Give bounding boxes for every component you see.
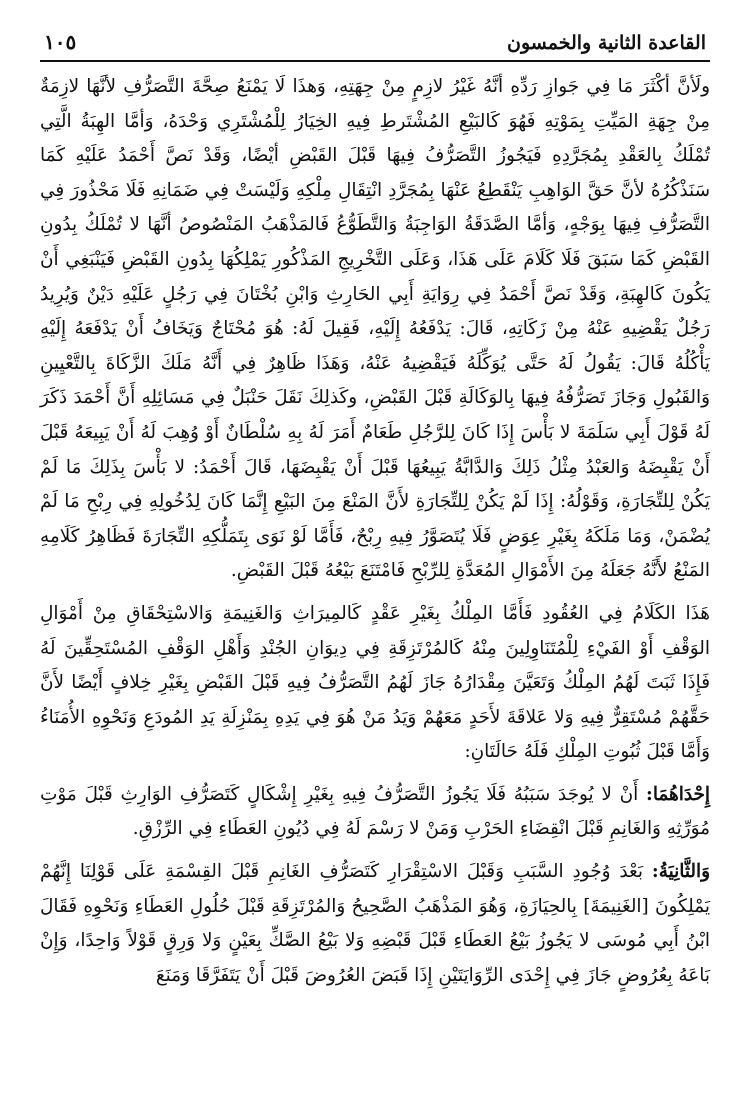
page-header [40, 30, 710, 62]
paragraph-lead: إِحْدَاهُمَا: [646, 783, 710, 805]
page-number: ١٠٥ [44, 30, 77, 54]
paragraph-lead: وَالثَّانِيَةُ: [651, 861, 710, 883]
paragraph-text: بَعْدَ وُجُودِ السَّبَبِ وَقَبْلَ الاسْتِقْرَارِ كَتَصَرُّفِ الغَانِمِ قَبْلَ القِسْمَةِ عَلَى قَوْلِنَا إِنَّهُمْ يَمْلِكُونَ [الغَنِيمَةَ] بِالحِيَازَةِ، وَهُوَ المَذْهَبُ الصَّحِيحُ وَالمُرْتَزِقَةِ قَبْلَ حُلُولِ العَطَاءِ وَنَحْوِهِ فَقَالَ ابْنُ أَبِي مُوسَى لا يَجُوزُ بَيْعُ العَطَاءِ قَبْلَ قَبْضِهِ وَلا بَيْعُ الصَّكِّ بِعَيْنٍ وَلا وَرِقٍ قَوْلاً وَاحِدًا، وَإِنْ بَاعَهُ بِعُرُوضٍ جَازَ فِي إِحْدَى الرِّوَايَتَيْنِ إِذَا قَبَضَ العُرُوضَ قَبْلَ أَنْ يَتَفَرَّقَا وَمَنَعَ [40, 861, 710, 986]
paragraph-text: أَنْ لا يُوجَدَ سَبَبُهُ فَلَا يَجُوزُ التَّصَرُّفُ فِيهِ بِغَيْرِ إِشْكَالٍ كَتَصَرُّفِ الوَارِثِ قَبْلَ مَوْتِ مُوَرِّثِهِ وَالغَانِمِ قَبْلَ انْقِضَاءِ الحَرْبِ وَمَنْ لا رَسْمَ لَهُ فِي دُيُونِ العَطَاءِ فِي الرِّزْقِ. [40, 783, 710, 840]
chapter-title: القاعدة الثانية والخمسون [507, 32, 706, 54]
document-page [40, 30, 710, 1097]
paragraph-text: ولَأنَّ أكْثَرَ مَا فِي جَوازِ رَدِّهِ أنَّهُ غَيْرُ لازِمٍ مِنْ جِهَتِهِ، وَهذَا لَا يَمْنَعُ صِحَّةَ التَّصَرُّفِ لأنَّهَا لازِمَةٌ مِنْ جِهَةِ المَيِّتِ بِمَوْتِهِ فَهُوَ كَالبَيْعِ المُشْتَرطِ فِيهِ الخِيَارُ لِلْمُشْتَرِي وَحْدَهُ، وَأمَّا الهِبَةُ الَّتِي تُمْلَكُ بِالعَقْدِ بِمُجَرَّدِهِ فَيَجُوزُ التَّصَرُّفُ فِيهَا قَبْلَ القَبْضِ أيْضًا، وَقَدْ نَصَّ أَحْمَدُ عَلَيْهِ كَمَا سَنَذْكُرُهُ لأنَّ حَقَّ الوَاهِبِ يَنْقَطِعُ عَنْهَا بِمُجَرَّدِ انْتِقَالِ مِلْكِهِ وَلَيْسَتْ فِي ضَمَانِهِ فَلَا مَحْذُورَ فِي التَّصَرُّفِ فِيهَا بِوَجْهٍ، وَأمَّا الصَّدَقَةُ الوَاجِبَةُ وَالتَّطَوُّعُ فَالمَذْهَبُ المَنْصُوصُ أنَّهَا لا تُمْلَكُ بِدُونِ القَبْضِ كَمَا سَبَقَ فَلَا كَلَامَ عَلَى هَذَا، وَعَلَى التَّخْرِيجِ المَذْكُورِ يَمْلِكُهَا بِدُونِ القَبْضِ فَيَنْبَغِي أَنْ يَكُونَ كَالهِبَةِ، وَقَدْ نَصَّ أَحْمَدُ فِي رِوَايَةِ أَبِي الحَارِثِ وَابْنِ بُخْتَانَ فِي رَجُلٍ عَلَيْهِ دَيْنٌ وَيُرِيدُ رَجُلٌ يَقْضِيهِ عَنْهُ مِنْ زَكَاتِهِ، قَالَ: يَدْفَعُهُ إِلَيْهِ، فَقِيلَ لَهُ: هُوَ مُحْتَاجٌ وَيَخَافُ أَنْ يَدْفَعَهُ إِلَيْهِ يَأْكُلُهُ قَالَ: يَقُولُ لَهُ حَتَّى يُوَكِّلَهُ فَيَقْضِيهُ عَنْهُ، وَهَذَا ظَاهِرٌ فِي أَنَّهُ مَلَكَ الزَّكَاةَ بِالتَّعْيِينِ وَالقَبُولِ وَجَازَ تَصَرُّفُهُ فِيهَا بِالوَكَالَةِ قَبْلَ القَبْضِ، وكَذلِكَ نَقَلَ حَنْبَلٌ فِي مَسَائِلِهِ أَنَّ أَحْمَدَ ذَكَرَ لَهُ قَوْلَ أَبِي سَلَمَةَ لا بَأْسَ إِذَا كَانَ لِلرَّجُلِ طَعَامٌ أَمَرَ لَهُ بِهِ سُلْطَانٌ أَوْ وُهِبَ لَهُ أَنْ يَبِيعَهُ قَبْلَ أَنْ يَقْبِضَهُ وَالعَبْدُ مِثْلُ ذَلِكَ وَالدَّابَّةُ يَبِيعُهَا قَبْلَ أَنْ يَقْبِضَهَا، قَالَ أَحْمَدُ: لا بَأْسَ بِذَلِكَ مَا لَمْ يَكُنْ لِلتِّجَارَةِ، وَقَوْلُهُ: إِذَا لَمْ يَكُنْ لِلتِّجَارَةِ لأَنَّ المَنْعَ مِنَ البَيْعِ إِنَّمَا كَانَ لِدُخُولِهِ فِي رِبْحِ مَا لَمْ يُضْمَنْ، وَمَا مَلَكَهُ بِغَيْرِ عِوَضٍ فَلَا يُتَصَوَّرُ فِيهِ رِبْحٌ، فَأَمَّا لَوْ نَوَى بِتَمَلُّكِهِ التِّجَارَةَ فَظَاهِرُ كَلَامِهِ المَنْعُ لأَنَّهُ جَعَلَهُ مِنَ الأَمْوَالِ المُعَدَّةِ لِلرِّبْحِ فَامْتَنَعَ بَيْعُهُ قَبْلَ القَبْضِ. [40, 76, 710, 582]
paragraph-4 [40, 855, 710, 993]
paragraph-2 [40, 597, 710, 770]
paragraph-text: هَذَا الكَلَامُ فِي العُقُودِ فَأَمَّا المِلْكُ بِغَيْرِ عَقْدٍ كَالمِيرَاثِ وَالغَنِيمَةِ وَالاسْتِحْقَاقِ مِنْ أَمْوَالِ الوَقْفِ أَوْ الفَيْءِ لِلْمُتَنَاوِلِينَ مِنْهُ كَالمُرْتَزِقَةِ فِي دِيوَانِ الجُنْدِ وَأَهْلِ الوَقْفِ المُسْتَحِقِّينَ لَهُ فَإِذَا ثَبَتَ لَهُمُ المِلْكُ وَتَعَيَّنَ مِقْدَارُهُ جَازَ لَهُمُ التَّصَرُّفُ فِيهِ قَبْلَ القَبْضِ بِغَيْرِ خِلافٍ أَيْضًا لأَنَّ حَقَّهُمْ مُسْتَقِرٌّ فِيهِ وَلا عَلاقَةَ لأَحَدٍ مَعَهُمْ وَيَدُ مَنْ هُوَ فِي يَدِهِ بِمَنْزِلَةِ يَدِ المُودَعِ وَنَحْوِهِ الأُمَنَاءُ وَأَمَّا قَبْلَ ثُبُوتِ المِلْكِ فَلَهُ حَالَتَانِ: [40, 602, 710, 763]
paragraph-3 [40, 778, 710, 847]
page-body [40, 70, 710, 993]
paragraph-1 [40, 70, 710, 589]
